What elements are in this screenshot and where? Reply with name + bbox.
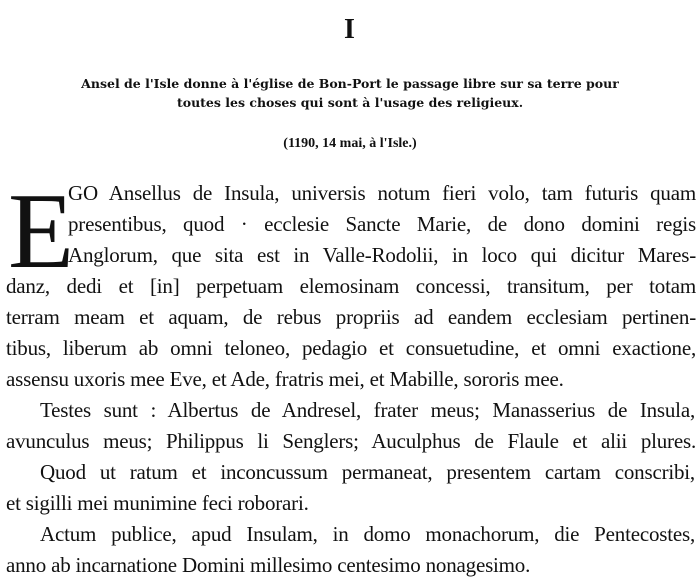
charter-dateline: (1190, 14 mai, à l'Isle.) xyxy=(283,136,417,151)
text-line: Quod ut ratum et inconcussum permaneat, presentem cartam conscribi, xyxy=(40,460,695,484)
summary-line: Ansel de l'Isle donne à l'église de Bon-Port le passage libre sur sa terre pour xyxy=(81,76,619,91)
text-line: tibus, liberum ab omni teloneo, pedagio et consuetudine, et omni exactione, xyxy=(6,336,696,360)
charter-summary xyxy=(20,74,680,112)
text-line: avunculus meus; Philippus li Senglers; Auculphus de Flaule et alii plures. xyxy=(6,429,696,453)
text-line: Actum publice, apud Insulam, in domo monachorum, die Pentecostes, xyxy=(40,522,695,546)
summary-line: toutes les choses qui sont à l'usage des religieux. xyxy=(176,95,524,110)
text-line: Testes sunt : Albertus de Andresel, frater meus; Manasserius de Insula, xyxy=(40,398,695,422)
text-line: terram meam et aquam, de rebus propriis ad eandem ecclesiam pertinen- xyxy=(6,305,696,329)
text-line: presentibus, quod · ecclesie Sancte Marie, de dono domini regis xyxy=(68,212,696,236)
text-line: danz, dedi et [in] perpetuam elemosinam concessi, transitum, per totam xyxy=(6,274,696,298)
text-line: Anglorum, que sita est in Valle-Rodolii, in loco qui dicitur Mares- xyxy=(68,243,696,267)
drop-cap: E xyxy=(8,172,74,291)
charter-number: I xyxy=(344,14,356,45)
text-line: anno ab incarnatione Domini millesimo centesimo nonagesimo. xyxy=(6,553,531,577)
text-line: GO Ansellus de Insula, universis notum fieri volo, tam futuris quam xyxy=(68,181,696,205)
text-line: assensu uxoris mee Eve, et Ade, fratris mei, et Mabille, sororis mee. xyxy=(6,367,564,391)
text-line: et sigilli mei munimine feci roborari. xyxy=(6,491,309,515)
